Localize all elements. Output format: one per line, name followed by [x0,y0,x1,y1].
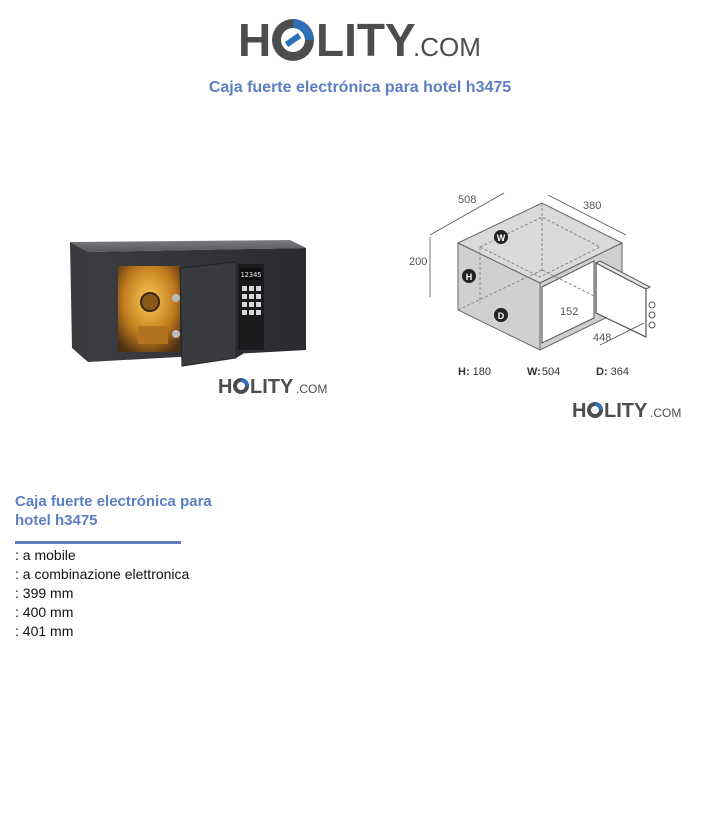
spec-w: W:504 [527,366,561,378]
keypad-display: 12345 [240,271,262,279]
feature-item: : 401 mm [15,623,74,639]
feature-item: : 400 mm [15,604,74,620]
dimension-diagram [400,185,690,385]
feature-item: : a mobile [15,547,76,563]
diagram-logo [572,398,688,422]
svg-text:H: H [218,376,233,398]
dim-inner-height: 152 [560,306,579,318]
svg-text:W: W [496,233,506,243]
logo-letter-h: H [238,14,272,66]
holity-logo-graphic [238,12,483,70]
svg-text:LITY: LITY [250,376,294,398]
logo-text-com: .COM [413,32,481,62]
title-divider [15,541,181,544]
feature-item: : 399 mm [15,585,74,601]
dim-top-width: 508 [458,194,477,206]
svg-text:H: H [465,272,473,282]
svg-text:H: H [572,400,587,422]
photo-logo [218,374,334,398]
page-title: Caja fuerte electrónica para hotel h3475 [208,79,512,96]
svg-text:.COM: .COM [650,406,682,420]
product-photo [60,230,320,375]
dim-inner-depth: 448 [593,332,612,344]
spec-d: D: 364 [596,366,629,378]
svg-text:D: D [497,311,505,321]
feature-list [15,546,189,641]
svg-text:LITY: LITY [604,400,648,422]
feature-item: : a combinazione elettronica [15,566,190,582]
dim-height: 200 [409,256,428,268]
svg-text:.COM: .COM [296,382,328,396]
logo-text-lity: LITY [316,14,416,66]
site-logo[interactable] [238,12,483,70]
dim-top-depth: 380 [583,200,602,212]
spec-h: H: 180 [458,366,491,378]
product-title: Caja fuerte electrónica para hotel h3475 [15,493,212,529]
